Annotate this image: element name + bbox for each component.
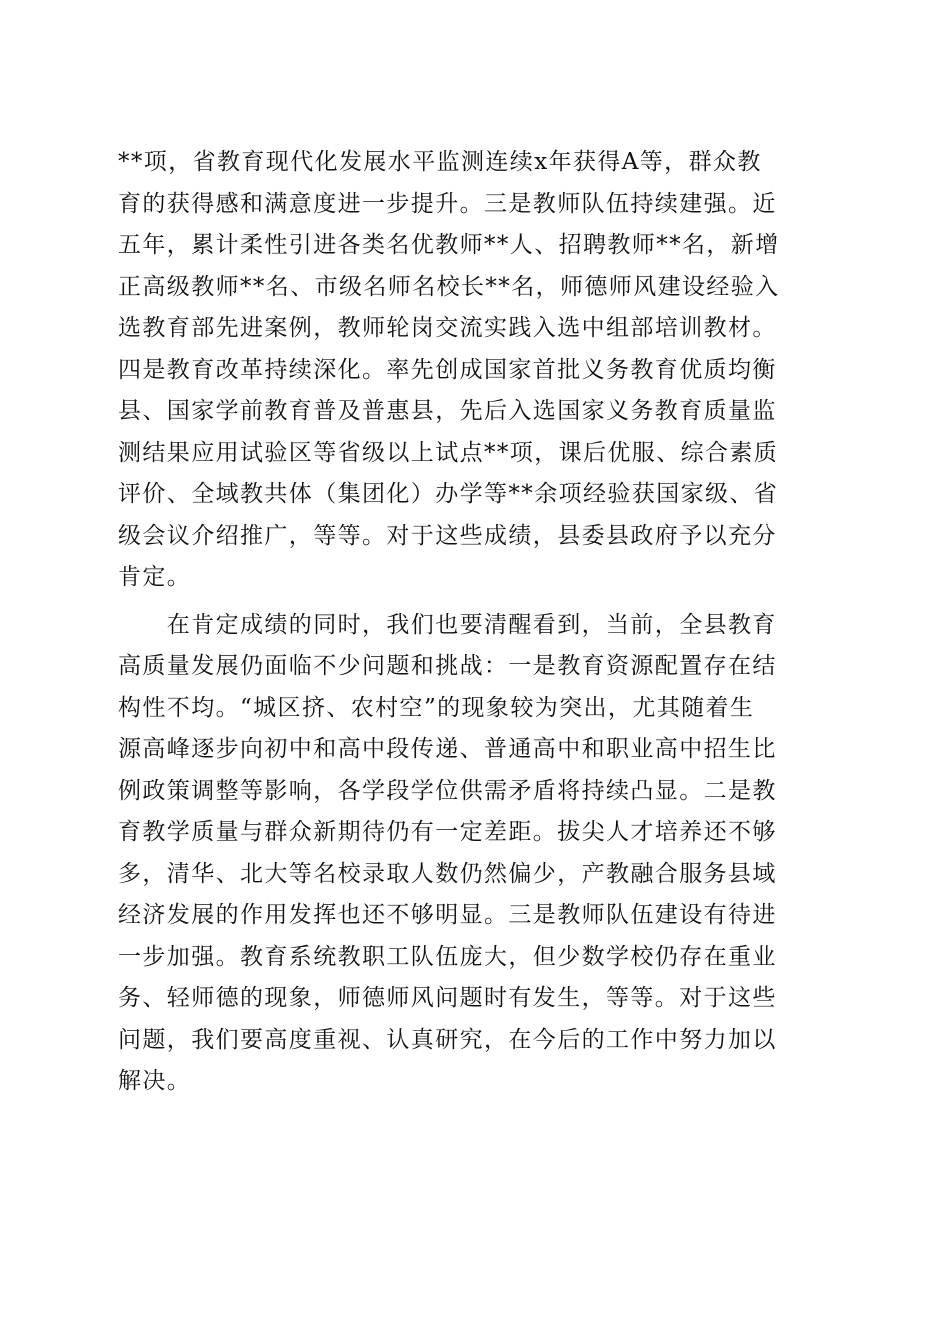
text-line: 经济发展的作用发挥也还不够明显。三是教师队伍建设有待进 [118,902,777,928]
text-line: 肯定。 [118,564,192,590]
text-line: 例政策调整等影响，各学段学位供需矛盾将持续凸显。二是教 [118,777,777,804]
text-line: 问题，我们要高度重视、认真研究，在今后的工作中努力加以 [118,1026,777,1053]
text-line: 级会议介绍推广，等等。对于这些成绩，县委县政府予以充分 [118,522,777,549]
text-line: 高质量发展仍面临不少问题和挑战：一是教育资源配置存在结 [118,653,777,679]
text-line: 在肯定成绩的同时，我们也要清醒看到，当前，全县教育 [118,611,777,638]
text-line: 一步加强。教育系统教职工队伍庞大，但少数学校仍存在重业 [118,943,777,970]
text-line: 正高级教师**名、市级名师名校长**名，师德师风建设经验入 [118,273,780,300]
text-line: 育教学质量与群众新期待仍有一定差距。拔尖人才培养还不够 [118,819,777,845]
text-line: 五年，累计柔性引进各类名优教师**人、招聘教师**名，新增 [118,232,780,258]
text-line: 县、国家学前教育普及普惠县，先后入选国家义务教育质量监 [118,398,777,424]
paragraph-challenges [118,605,830,1103]
text-line: **项，省教育现代化发展水平监测连续x年获得A等，群众教 [118,149,762,175]
document-body [118,142,830,1103]
text-line: 育的获得感和满意度进一步提升。三是教师队伍持续建强。近 [118,190,777,217]
text-line: 构性不均。“城区挤、农村空”的现象较为突出，尤其随着生 [118,694,755,721]
paragraph-achievements [118,142,830,599]
text-line: 评价、全域教共体（集团化）办学等**余项经验获国家级、省 [118,481,779,507]
text-line: 务、轻师德的现象，师德师风问题时有发生，等等。对于这些 [118,985,777,1011]
text-line: 选教育部先进案例，教师轮岗交流实践入选中组部培训教材。 [118,315,777,341]
text-line: 四是教育改革持续深化。率先创成国家首批义务教育优质均衡 [118,356,777,383]
text-line: 源高峰逐步向初中和高中段传递、普通高中和职业高中招生比 [118,736,777,762]
text-line: 测结果应用试验区等省级以上试点**项，课后优服、综合素质 [118,439,779,466]
text-line: 多，清华、北大等名校录取人数仍然偏少，产教融合服务县域 [118,860,777,887]
text-line: 解决。 [118,1068,192,1094]
